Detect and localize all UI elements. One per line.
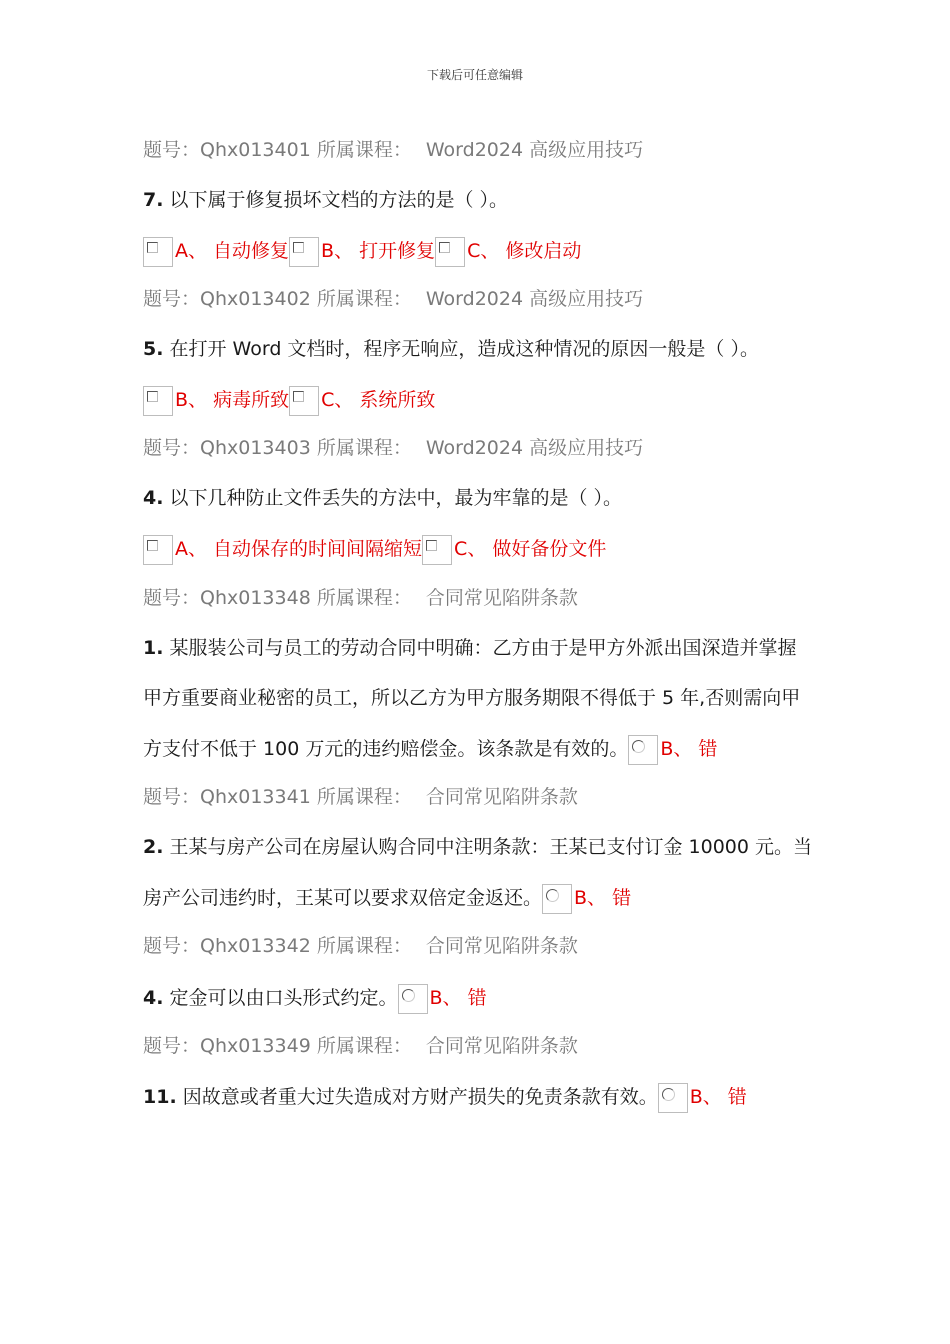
question-line: 方支付不低于 100 万元的违约赔偿金。该条款是有效的。 <box>143 738 629 760</box>
checkbox-icon <box>293 391 304 402</box>
radio-icon <box>402 989 415 1002</box>
question-meta <box>143 785 578 809</box>
question-meta <box>143 287 643 311</box>
checkbox-icon <box>426 540 437 551</box>
meta-label: 题号： <box>143 1035 201 1057</box>
question-number: 1. <box>143 637 164 659</box>
question-id: Qhx013349 <box>200 1035 311 1057</box>
question-number: 11. <box>143 1086 177 1108</box>
checkbox[interactable] <box>143 386 173 416</box>
meta-label: 题号： <box>143 587 201 609</box>
checkbox-icon <box>147 391 158 402</box>
question-line: 因故意或者重大过失造成对方财产损失的免责条款有效。 <box>182 1086 658 1108</box>
question-meta <box>143 1034 578 1058</box>
checkbox-icon <box>147 540 158 551</box>
options-row <box>143 237 581 261</box>
question-line: 王某与房产公司在房屋认购合同中注明条款：王某已支付订金 10000 元。当 <box>169 836 813 858</box>
question-number: 4. <box>143 987 164 1009</box>
meta-label: 题号： <box>143 288 201 310</box>
checkbox-icon <box>293 242 304 253</box>
question-text <box>143 337 759 361</box>
option-label: C、 系统所致 <box>321 389 436 411</box>
meta-label: 题号： <box>143 786 201 808</box>
question-line: 以下几种防止文件丢失的方法中，最为牢靠的是（ ）。 <box>169 487 623 509</box>
question-text <box>143 1083 747 1107</box>
radio-icon <box>662 1088 675 1101</box>
question-text <box>143 486 622 510</box>
option-label: A、 自动修复 <box>175 240 290 262</box>
question-line: 甲方重要商业秘密的员工，所以乙方为甲方服务期限不得低于 5 年,否则需向甲 <box>143 687 801 709</box>
radio-button[interactable] <box>542 884 572 914</box>
course-label: 所属课程： <box>316 587 412 609</box>
course-name: Word2024 高级应用技巧 <box>425 139 644 161</box>
answer-label: B、 错 <box>689 1086 747 1108</box>
radio-button[interactable] <box>628 735 658 765</box>
course-name: 合同常见陷阱条款 <box>425 587 578 609</box>
option-label: A、 自动保存的时间间隔缩短 <box>175 538 423 560</box>
option-label: B、 打开修复 <box>321 240 436 262</box>
course-label: 所属课程： <box>316 437 412 459</box>
meta-label: 题号： <box>143 437 201 459</box>
option-label: C、 修改启动 <box>467 240 582 262</box>
answer-label: B、 错 <box>574 887 632 909</box>
question-id: Qhx013401 <box>200 139 311 161</box>
checkbox[interactable] <box>435 237 465 267</box>
question-text <box>143 636 797 660</box>
answer-label: B、 错 <box>660 738 718 760</box>
question-line: 以下属于修复损坏文档的方法的是（ ）。 <box>169 189 509 211</box>
question-line: 某服装公司与员工的劳动合同中明确：乙方由于是甲方外派出国深造并掌握 <box>169 637 797 659</box>
question-number: 5. <box>143 338 164 360</box>
question-number: 4. <box>143 487 164 509</box>
options-row <box>143 386 435 410</box>
course-label: 所属课程： <box>316 786 412 808</box>
course-name: 合同常见陷阱条款 <box>425 786 578 808</box>
question-text <box>143 835 812 859</box>
question-text-cont <box>143 735 717 759</box>
question-meta <box>143 934 578 958</box>
question-number: 7. <box>143 189 164 211</box>
course-name: Word2024 高级应用技巧 <box>425 288 644 310</box>
checkbox[interactable] <box>422 535 452 565</box>
question-id: Qhx013341 <box>200 786 311 808</box>
options-row <box>143 535 606 559</box>
course-label: 所属课程： <box>316 1035 412 1057</box>
question-id: Qhx013342 <box>200 935 311 957</box>
checkbox-icon <box>147 242 158 253</box>
course-name: 合同常见陷阱条款 <box>425 1035 578 1057</box>
question-text-cont <box>143 884 631 908</box>
question-meta <box>143 586 578 610</box>
question-text-cont <box>143 686 800 710</box>
meta-label: 题号： <box>143 139 201 161</box>
course-name: 合同常见陷阱条款 <box>425 935 578 957</box>
question-line: 房产公司违约时，王某可以要求双倍定金返还。 <box>143 887 543 909</box>
checkbox[interactable] <box>289 386 319 416</box>
radio-button[interactable] <box>658 1083 688 1113</box>
meta-label: 题号： <box>143 935 201 957</box>
radio-button[interactable] <box>398 984 428 1014</box>
question-meta <box>143 436 643 460</box>
radio-icon <box>546 889 559 902</box>
radio-icon <box>632 740 645 753</box>
question-meta <box>143 138 643 162</box>
checkbox[interactable] <box>289 237 319 267</box>
question-number: 2. <box>143 836 164 858</box>
checkbox-icon <box>439 242 450 253</box>
question-id: Qhx013403 <box>200 437 311 459</box>
question-id: Qhx013348 <box>200 587 311 609</box>
checkbox[interactable] <box>143 237 173 267</box>
course-label: 所属课程： <box>316 288 412 310</box>
question-line: 定金可以由口头形式约定。 <box>169 987 398 1009</box>
question-line: 在打开 Word 文档时，程序无响应，造成这种情况的原因一般是（ ）。 <box>169 338 759 360</box>
option-label: B、 病毒所致 <box>175 389 290 411</box>
question-text <box>143 984 487 1008</box>
question-id: Qhx013402 <box>200 288 311 310</box>
page-header: 下载后可任意编辑 <box>426 68 523 82</box>
answer-label: B、 错 <box>429 987 487 1009</box>
checkbox[interactable] <box>143 535 173 565</box>
course-name: Word2024 高级应用技巧 <box>425 437 644 459</box>
question-text <box>143 188 508 212</box>
option-label: C、 做好备份文件 <box>454 538 607 560</box>
course-label: 所属课程： <box>316 139 412 161</box>
course-label: 所属课程： <box>316 935 412 957</box>
